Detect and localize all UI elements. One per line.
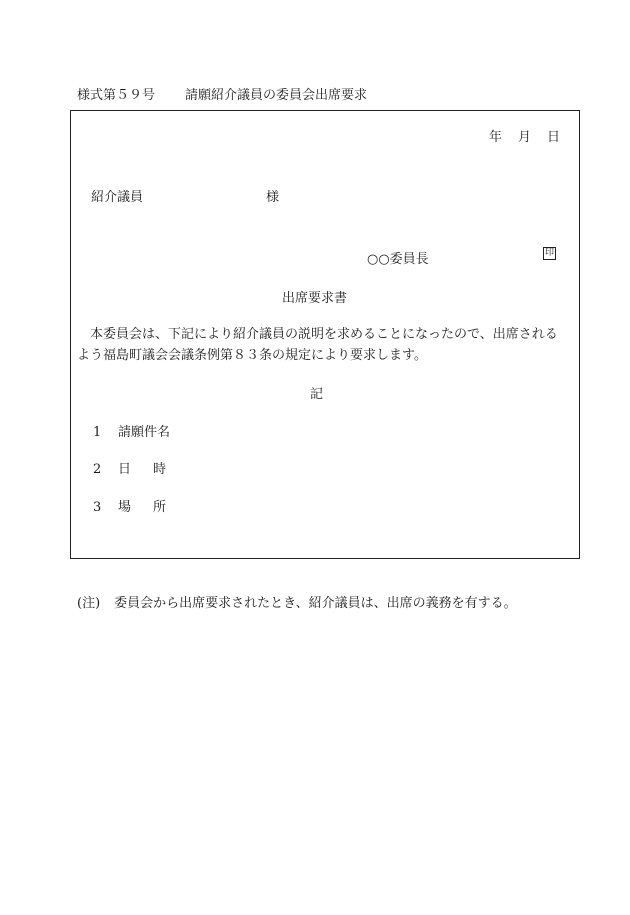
- date-day: 日: [547, 130, 561, 145]
- item-place: [93, 496, 166, 515]
- addressee: 紹介議員: [91, 190, 144, 205]
- date-year: 年: [489, 130, 503, 145]
- item-label-b: 所: [153, 500, 167, 515]
- item-number: 3: [93, 500, 102, 515]
- note-text: 委員会から出席要求されたとき、紹介議員は、出席の義務を有する。: [114, 596, 517, 611]
- document-title: 出席要求書: [282, 291, 348, 306]
- item-label-b: 時: [153, 462, 167, 477]
- honorific: 様: [266, 190, 280, 205]
- footnote: [77, 592, 517, 611]
- item-number: 2: [93, 462, 102, 477]
- note-prefix: (注): [77, 596, 101, 611]
- item-label: 請願件名: [118, 425, 171, 440]
- form-header: [77, 84, 367, 103]
- item-datetime: [93, 458, 166, 477]
- sender-chairperson: ○○委員長: [367, 252, 429, 267]
- date-line: [489, 126, 560, 145]
- seal-mark: 印: [544, 248, 554, 258]
- ki-heading: 記: [310, 387, 324, 402]
- item-number: 1: [93, 425, 102, 440]
- form-title: 請願紹介議員の委員会出席要求: [185, 88, 368, 103]
- item-label-a: 日: [118, 462, 132, 477]
- item-petition-name: [93, 421, 170, 440]
- date-month: 月: [518, 130, 532, 145]
- form-number: 様式第５９号: [77, 88, 156, 103]
- body-text: 本委員会は、下記により紹介議員の説明を求めることになったので、出席されるよう福島町議会会議条例第８３条の規定により要求します。: [77, 327, 558, 363]
- item-label-a: 場: [118, 500, 132, 515]
